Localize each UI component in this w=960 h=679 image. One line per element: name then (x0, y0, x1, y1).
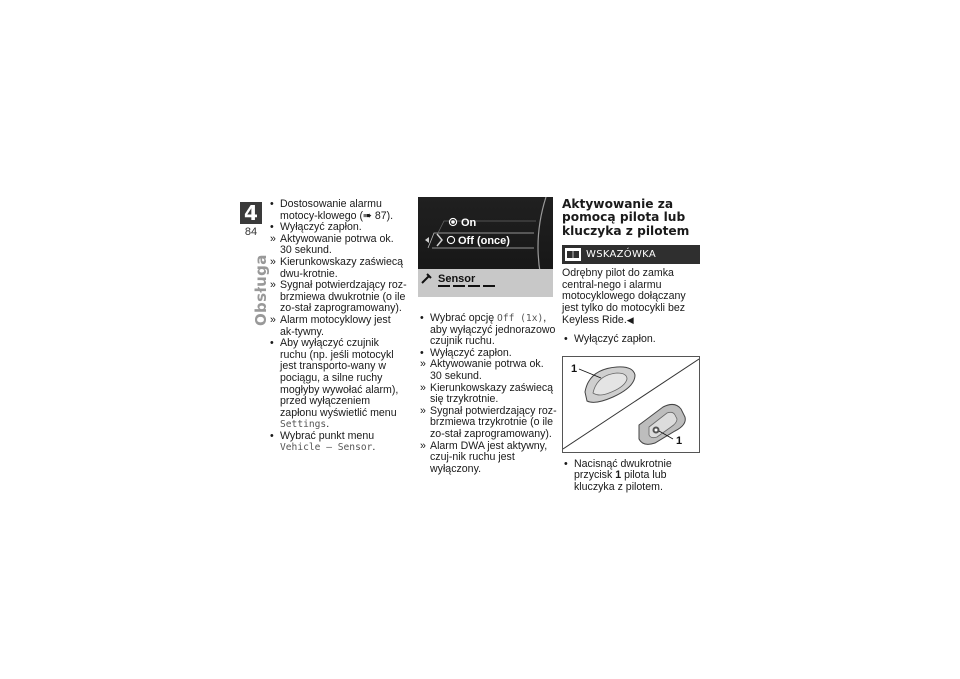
list-item: • Dostosowanie alarmu motocy-klowego (➠ 87). (270, 198, 394, 222)
menu-code: Vehicle – Sensor (280, 442, 373, 454)
menu-code: Off (1x) (497, 313, 544, 324)
list-item: • Aby wyłączyć czujnik ruchu (np. jeśli motocykl jest transporto-wany w pociągu, a silne ruchy mogłyby wywołać alarm), przed wyłączeniem zapłonu wyświetlić menu Settings. (270, 337, 399, 431)
list-item: » Alarm motocyklowy jest ak-tywny. (270, 313, 391, 338)
list-item: » Sygnał potwierdzający roz-brzmiewa dwukrotnie (o ile zo-stał zaprogramowany). (270, 279, 407, 315)
list-item: • Wyłączyć zapłon. (270, 221, 362, 234)
list-item: • Wybrać opcję Off (1x), aby wyłączyć jednorazowo czujnik ruchu. (420, 312, 556, 348)
list-item: • Wyłączyć zapłon. (420, 346, 512, 359)
column-3 (562, 198, 700, 494)
list-item: » Alarm DWA jest aktywny, czuj-nik ruchu jest wyłączony. (420, 439, 548, 475)
column-2 (418, 313, 558, 475)
screen-option-off: Off (once) (458, 235, 510, 247)
column-1 (268, 199, 408, 454)
list-item: » Aktywowanie potrwa ok. 30 sekund. (420, 358, 544, 382)
section-side-label: Obsługa (252, 254, 270, 326)
list-item: » Aktywowanie potrwa ok. 30 sekund. (270, 232, 394, 257)
key-fob-illustration (562, 356, 700, 453)
screen-menu-sensor: Sensor (438, 273, 476, 285)
callout-top: 1 (571, 362, 578, 375)
list-item: » Sygnał potwierdzający roz-brzmiewa trzykrotnie (o ile zo-stał zaprogramowany). (420, 404, 557, 440)
note-banner (562, 245, 700, 264)
list-item: » Kierunkowskazy zaświecą dwu-krotnie. (270, 255, 404, 280)
display-screenshot (418, 197, 553, 297)
page-number: 84 (244, 226, 258, 238)
list-item: » Kierunkowskazy zaświecą się trzykrotnie. (420, 381, 554, 406)
callout-bottom: 1 (676, 434, 683, 447)
list-item: • Wyłączyć zapłon. (564, 333, 656, 346)
chapter-number: 4 (240, 202, 262, 224)
note-text: Odrębny pilot do zamka central-nego i alarmu motocyklowego dołączany jest tylko do motocykli bez Keyless Ride.◀ (562, 267, 686, 326)
note-label: WSKAZÓWKA (586, 248, 656, 260)
menu-code: Settings (280, 419, 327, 431)
list-item: • Nacisnąć dwukrotnie przycisk 1 pilota lub kluczyka z pilotem. (564, 457, 672, 493)
list-item: • Wybrać punkt menu Vehicle – Sensor. (270, 429, 376, 454)
note-book-icon (565, 248, 581, 261)
end-of-note-icon: ◀ (626, 314, 634, 325)
screen-option-on: On (461, 217, 477, 229)
section-heading: Aktywowanie za pomocą pilota lub kluczyka z pilotem (562, 197, 690, 238)
